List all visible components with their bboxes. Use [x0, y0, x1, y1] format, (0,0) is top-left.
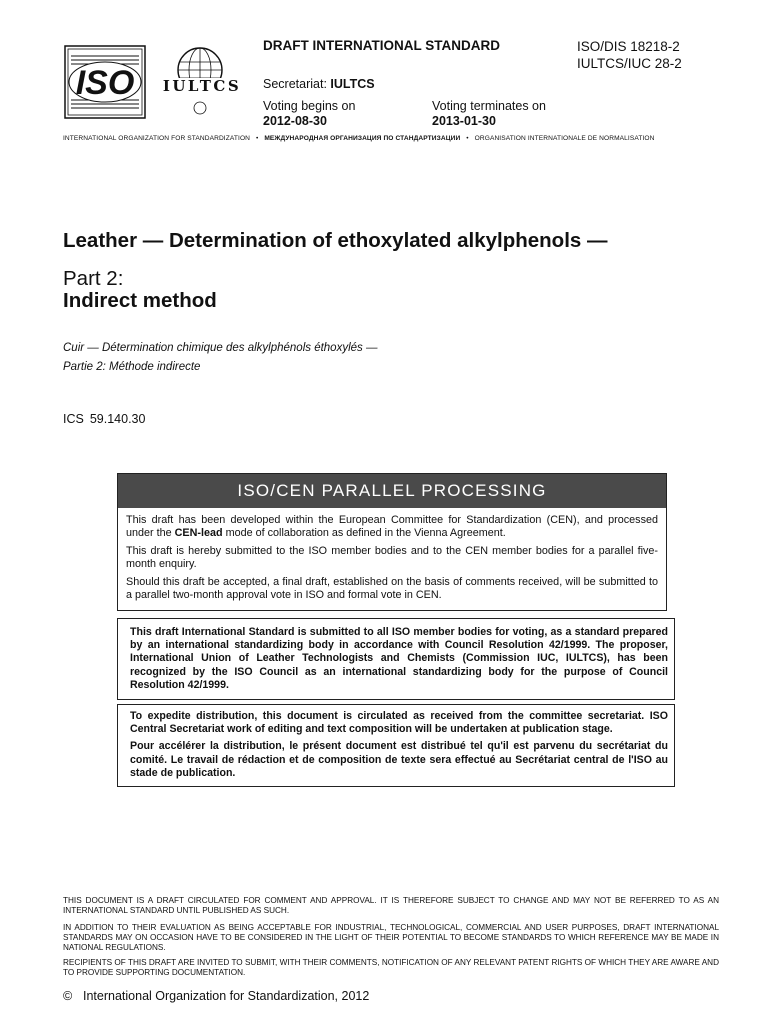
iultcs-logo [155, 48, 249, 114]
iso-logo-text: ISO [75, 64, 135, 102]
iultcs-logo-text: IULTCS [162, 77, 242, 95]
voting-begins-date: 2012-08-30 [263, 114, 327, 128]
organizations-line [63, 135, 723, 142]
parallel-processing-box [117, 473, 667, 611]
secretariat-label: Secretariat: [263, 77, 327, 91]
distribution-notice-french: Pour accélérer la distribution, le présent document est distribué tel qu'il est parvenu du secrétariat du comité. Le travail de rédaction et de composition de texte sera effectué au Secrétariat central de l'ISO au stade de publication. [130, 740, 668, 779]
org-name-french: ORGANISATION INTERNATIONALE DE NORMALISATION [474, 135, 655, 142]
footer-notice-1: THIS DOCUMENT IS A DRAFT CIRCULATED FOR COMMENT AND APPROVAL. IT IS THEREFORE SUBJECT TO CHANGE AND MAY NOT BE REFERRED TO AS AN INTERNATIONAL STANDARD UNTIL PUBLISHED AS SUCH. [63, 896, 719, 915]
voting-terminates-date: 2013-01-30 [432, 114, 496, 128]
voting-terminates [432, 99, 546, 129]
iso-document-number: ISO/DIS 18218-2 [577, 39, 680, 54]
logo-group [63, 44, 251, 120]
org-name-russian: МЕЖДУНАРОДНАЯ ОРГАНИЗАЦИЯ ПО СТАНДАРТИЗАЦИИ [264, 135, 461, 142]
voting-terminates-label: Voting terminates on [432, 99, 546, 113]
parallel-processing-heading: ISO/CEN PARALLEL PROCESSING [118, 474, 666, 508]
footer-notice-2: IN ADDITION TO THEIR EVALUATION AS BEING ACCEPTABLE FOR INDUSTRIAL, TECHNOLOGICAL, COMMERCIAL AND USER PURPOSES, DRAFT INTERNATIONAL STANDARDS MAY ON OCCASION HAVE TO BE CONSIDERED IN THE LIGHT OF THEIR POTENTIAL TO BECOME STANDARDS TO WHICH REFERENCE MAY BE MADE IN NATIONAL REGULATIONS. [63, 923, 719, 952]
voting-begins-label: Voting begins on [263, 99, 356, 113]
ics-code [63, 412, 145, 426]
iultcs-document-number: IULTCS/IUC 28-2 [577, 56, 682, 71]
document-numbers [577, 38, 682, 72]
copyright-symbol: © [63, 989, 73, 1003]
org-name-english: INTERNATIONAL ORGANIZATION FOR STANDARDIZATION [63, 135, 251, 142]
parallel-paragraph-1 [126, 514, 658, 540]
ics-label: ICS [63, 412, 84, 426]
iso-iultcs-logo [63, 44, 251, 120]
org-separator: • [255, 135, 259, 142]
distribution-notice-english: To expedite distribution, this document is circulated as received from the committee secretariat. ISO Central Secretariat work of editing and text composition will be undertaken at publication stage. [130, 710, 668, 736]
submission-notice-box [117, 618, 675, 700]
ics-value: 59.140.30 [89, 412, 146, 426]
document-title: Leather — Determination of ethoxylated alkylphenols — [63, 229, 608, 252]
parallel-processing-body [118, 508, 666, 602]
parallel-p1-text: This draft has been developed within the European Committee for Standardization (CEN), and processed under the [126, 514, 658, 539]
part-number: Part 2: [63, 267, 124, 290]
parallel-paragraph-3: Should this draft be accepted, a final draft, established on the basis of comments received, will be submitted to a parallel two-month approval vote in ISO and formal vote in CEN. [126, 576, 658, 601]
secretariat [263, 77, 375, 91]
footer-notice-3: RECIPIENTS OF THIS DRAFT ARE INVITED TO SUBMIT, WITH THEIR COMMENTS, NOTIFICATION OF ANY RELEVANT PATENT RIGHTS OF WHICH THEY ARE AWARE AND TO PROVIDE SUPPORTING DOCUMENTATION. [63, 958, 719, 977]
french-title-line2: Partie 2: Méthode indirecte [63, 361, 201, 373]
parallel-paragraph-2: This draft is hereby submitted to the ISO member bodies and to the CEN member bodies for a parallel five-month enquiry. [126, 545, 658, 570]
cen-lead-term: CEN-lead [174, 527, 223, 539]
draft-standard-title: DRAFT INTERNATIONAL STANDARD [263, 38, 500, 53]
distribution-notice-box [117, 704, 675, 787]
submission-notice-text: This draft International Standard is submitted to all ISO member bodies for voting, as a standard prepared by an international standardizing body in accordance with Council Resolution 42/1999. The proposer, International Union of Leather Technologists and Chemists (Commission IUC, IULTCS), has been recognized by the ISO Council as an international standardizing body for the purpose of Council Resolution 42/1999. [130, 626, 668, 691]
parallel-p1-text-end: mode of collaboration as defined in the Vienna Agreement. [222, 527, 506, 539]
part-title: Indirect method [63, 289, 217, 312]
copyright-line [63, 989, 369, 1003]
voting-begins [263, 99, 355, 129]
copyright-text: International Organization for Standardization, 2012 [83, 989, 370, 1003]
iso-logo [65, 46, 145, 118]
secretariat-value: IULTCS [330, 77, 375, 91]
org-separator: • [466, 135, 469, 142]
french-title-line1: Cuir — Détermination chimique des alkylphénols éthoxylés — [63, 342, 378, 354]
